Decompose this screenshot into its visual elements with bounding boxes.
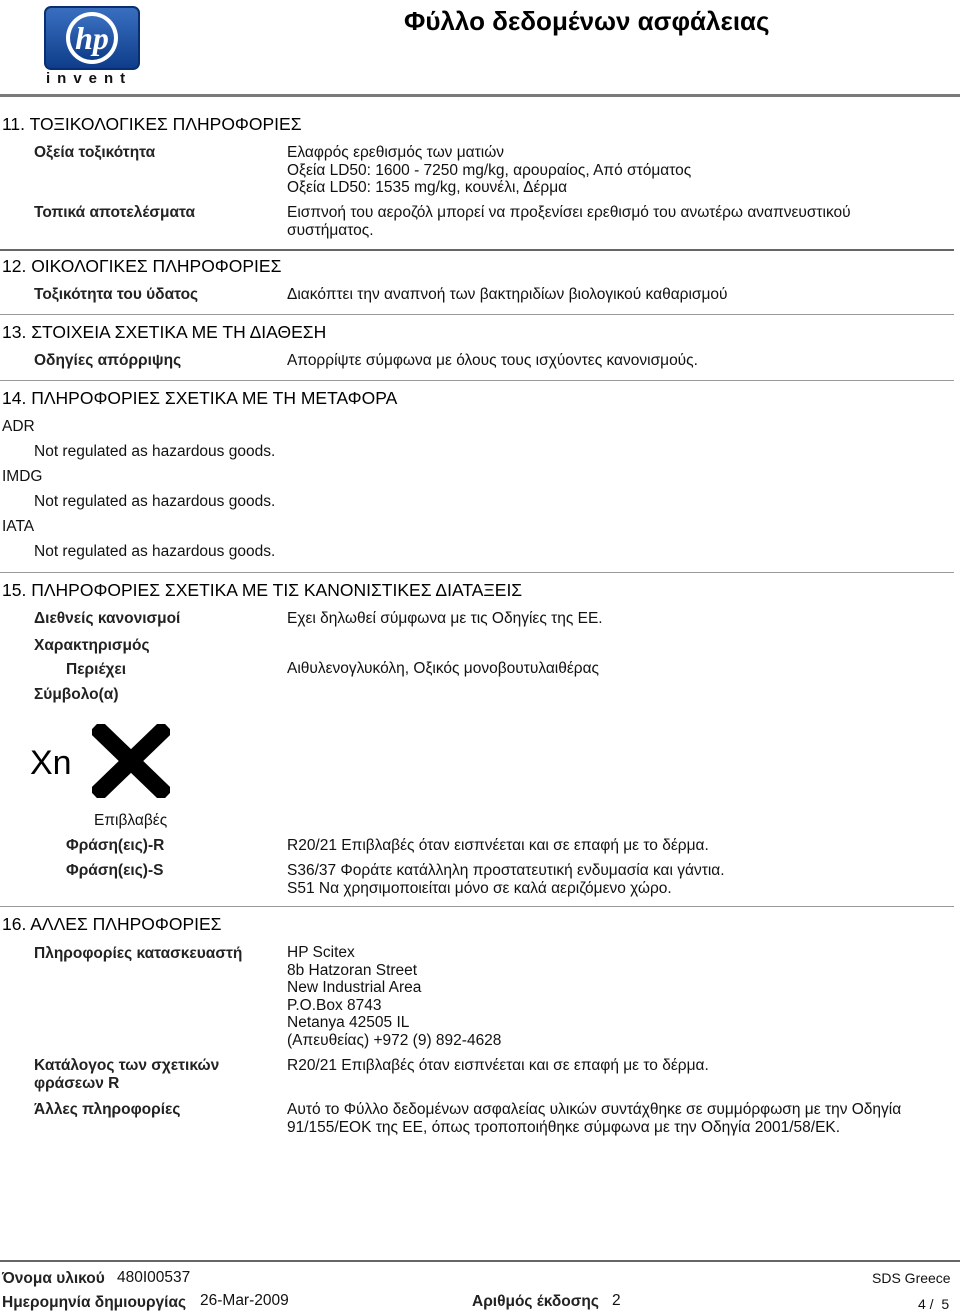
sds-region: SDS Greece [872,1270,951,1286]
section-12-title: 12. ΟΙΚΟΛΟΓΙΚΕΣ ΠΛΗΡΟΦΟΡΙΕΣ [2,256,282,276]
disposal-label: Οδηγίες απόρριψης [34,352,182,369]
material-name-value: 480I00537 [117,1269,191,1286]
section-divider [0,906,954,907]
harmful-cross-icon [92,724,170,798]
s-phrases-value [287,862,725,897]
transport-mode-text: Not regulated as hazardous goods. [34,493,276,510]
other-info-line: Αυτό το Φύλλο δεδομένων ασφαλείας υλικών συντάχθηκε σε συμμόρφωση με την Οδηγία [287,1101,902,1118]
footer-divider [0,1260,960,1262]
water-toxicity-label: Τοξικότητα του ύδατος [34,286,199,303]
r-list-label [34,1057,219,1093]
other-info-line: 91/155/ΕΟΚ της ΕΕ, όπως τροποποιήθηκε σύμφωνα με την Οδηγία 2001/58/ΕΚ. [287,1118,841,1136]
other-info-label: Άλλες πληροφορίες [34,1101,181,1118]
disposal-value: Απορρίψτε σύμφωνα με όλους τους ισχύοντες κανονισμούς. [287,352,698,369]
acute-toxicity-label: Οξεία τοξικότητα [34,144,156,161]
hp-logo-icon [44,6,140,70]
section-15-title: 15. ΠΛΗΡΟΦΟΡΙΕΣ ΣΧΕΤΙΚΑ ΜΕ ΤΙΣ ΚΑΝΟΝΙΣΤΙΚΕΣ ΔΙΑΤΑΞΕΙΣ [2,580,523,600]
acute-toxicity-value [287,144,691,197]
transport-mode-text: Not regulated as hazardous goods. [34,443,276,460]
address-line: HP Scitex [287,944,355,961]
section-16-title: 16. ΑΛΛΕΣ ΠΛΗΡΟΦΟΡΙΕΣ [2,914,222,934]
page-number: 4 / 5 [918,1296,950,1312]
document-title: Φύλλο δεδομένων ασφάλειας [404,6,770,36]
local-line: Εισπνοή του αεροζόλ μπορεί να προξενίσει ερεθισμό του ανωτέρω αναπνευστικού [287,204,851,221]
creation-date-value: 26-Mar-2009 [200,1292,289,1309]
intl-regulations-label: Διεθνείς κανονισμοί [34,610,181,627]
address-line: 8b Hatzoran Street [287,961,418,979]
s-phrase-line: S51 Να χρησιμοποιείται μόνο σε καλά αεριζόμενο χώρο. [287,879,672,897]
symbols-label: Σύμβολο(α) [34,686,119,703]
s-phrases-label: Φράση(εις)-S [66,862,164,879]
intl-regulations-value: Εχει δηλωθεί σύμφωνα με τις Οδηγίες της ΕΕ. [287,610,603,627]
creation-date-label: Ημερομηνία δημιουργίας [2,1294,187,1311]
local-line: συστήματος. [287,221,374,239]
acute-line: Οξεία LD50: 1600 - 7250 mg/kg, αρουραίος, Από στόματος [287,161,692,179]
transport-mode-name: IATA [2,518,35,535]
r-phrases-value: R20/21 Επιβλαβές όταν εισπνέεται και σε επαφή με το δέρμα. [287,837,709,854]
material-name-label: Όνομα υλικού [2,1270,105,1287]
address-line: P.O.Box 8743 [287,996,382,1014]
r-list-label-line: Κατάλογος των σχετικών [34,1057,220,1074]
contains-value: Αιθυλενογλυκόλη, Οξικός μονοβουτυλαιθέρας [287,660,600,677]
manufacturer-address [287,944,501,1050]
section-13-title: 13. ΣΤΟΙΧΕΙΑ ΣΧΕΤΙΚΑ ΜΕ ΤΗ ΔΙΑΘΕΣΗ [2,322,327,342]
s-phrase-line: S36/37 Φοράτε κατάλληλη προστατευτική ενδυμασία και γάντια. [287,862,725,879]
logo-tagline: invent [46,70,133,87]
address-line: New Industrial Area [287,979,422,997]
r-list-value: R20/21 Επιβλαβές όταν εισπνέεται και σε επαφή με το δέρμα. [287,1057,709,1074]
local-effects-label: Τοπικά αποτελέσματα [34,204,196,221]
r-list-label-line: φράσεων R [34,1075,120,1092]
section-divider [0,380,954,381]
revision-value: 2 [612,1292,621,1309]
address-line: (Απευθείας) +972 (9) 892-4628 [287,1031,502,1049]
r-phrases-label: Φράση(εις)-R [66,837,165,854]
classification-label: Χαρακτηρισμός [34,637,150,654]
revision-label: Αριθμός έκδοσης [472,1293,599,1310]
transport-mode-text: Not regulated as hazardous goods. [34,543,276,560]
local-effects-value [287,204,851,239]
section-divider [0,572,954,573]
contains-label: Περιέχει [66,661,127,678]
header-divider [0,94,960,97]
transport-mode-name: ADR [2,418,35,435]
water-toxicity-value: Διακόπτει την αναπνοή των βακτηριδίων βιολογικού καθαρισμού [287,286,728,303]
address-line: Netanya 42505 IL [287,1014,410,1032]
acute-line: Ελαφρός ερεθισμός των ματιών [287,144,505,161]
manufacturer-label: Πληροφορίες κατασκευαστή [34,945,243,962]
hazard-symbol-caption: Επιβλαβές [94,812,168,829]
section-divider [0,314,954,315]
section-11-title: 11. ΤΟΞΙΚΟΛΟΓΙΚΕΣ ΠΛΗΡΟΦΟΡΙΕΣ [2,114,302,134]
acute-line: Οξεία LD50: 1535 mg/kg, κουνέλι, Δέρμα [287,179,568,197]
other-info-value [287,1101,901,1136]
svg-text:hp: hp [75,20,109,56]
transport-mode-name: IMDG [2,468,43,485]
hazard-symbol-code: Xn [30,744,72,782]
section-14-title: 14. ΠΛΗΡΟΦΟΡΙΕΣ ΣΧΕΤΙΚΑ ΜΕ ΤΗ ΜΕΤΑΦΟΡΑ [2,388,398,408]
section-divider [0,249,954,251]
